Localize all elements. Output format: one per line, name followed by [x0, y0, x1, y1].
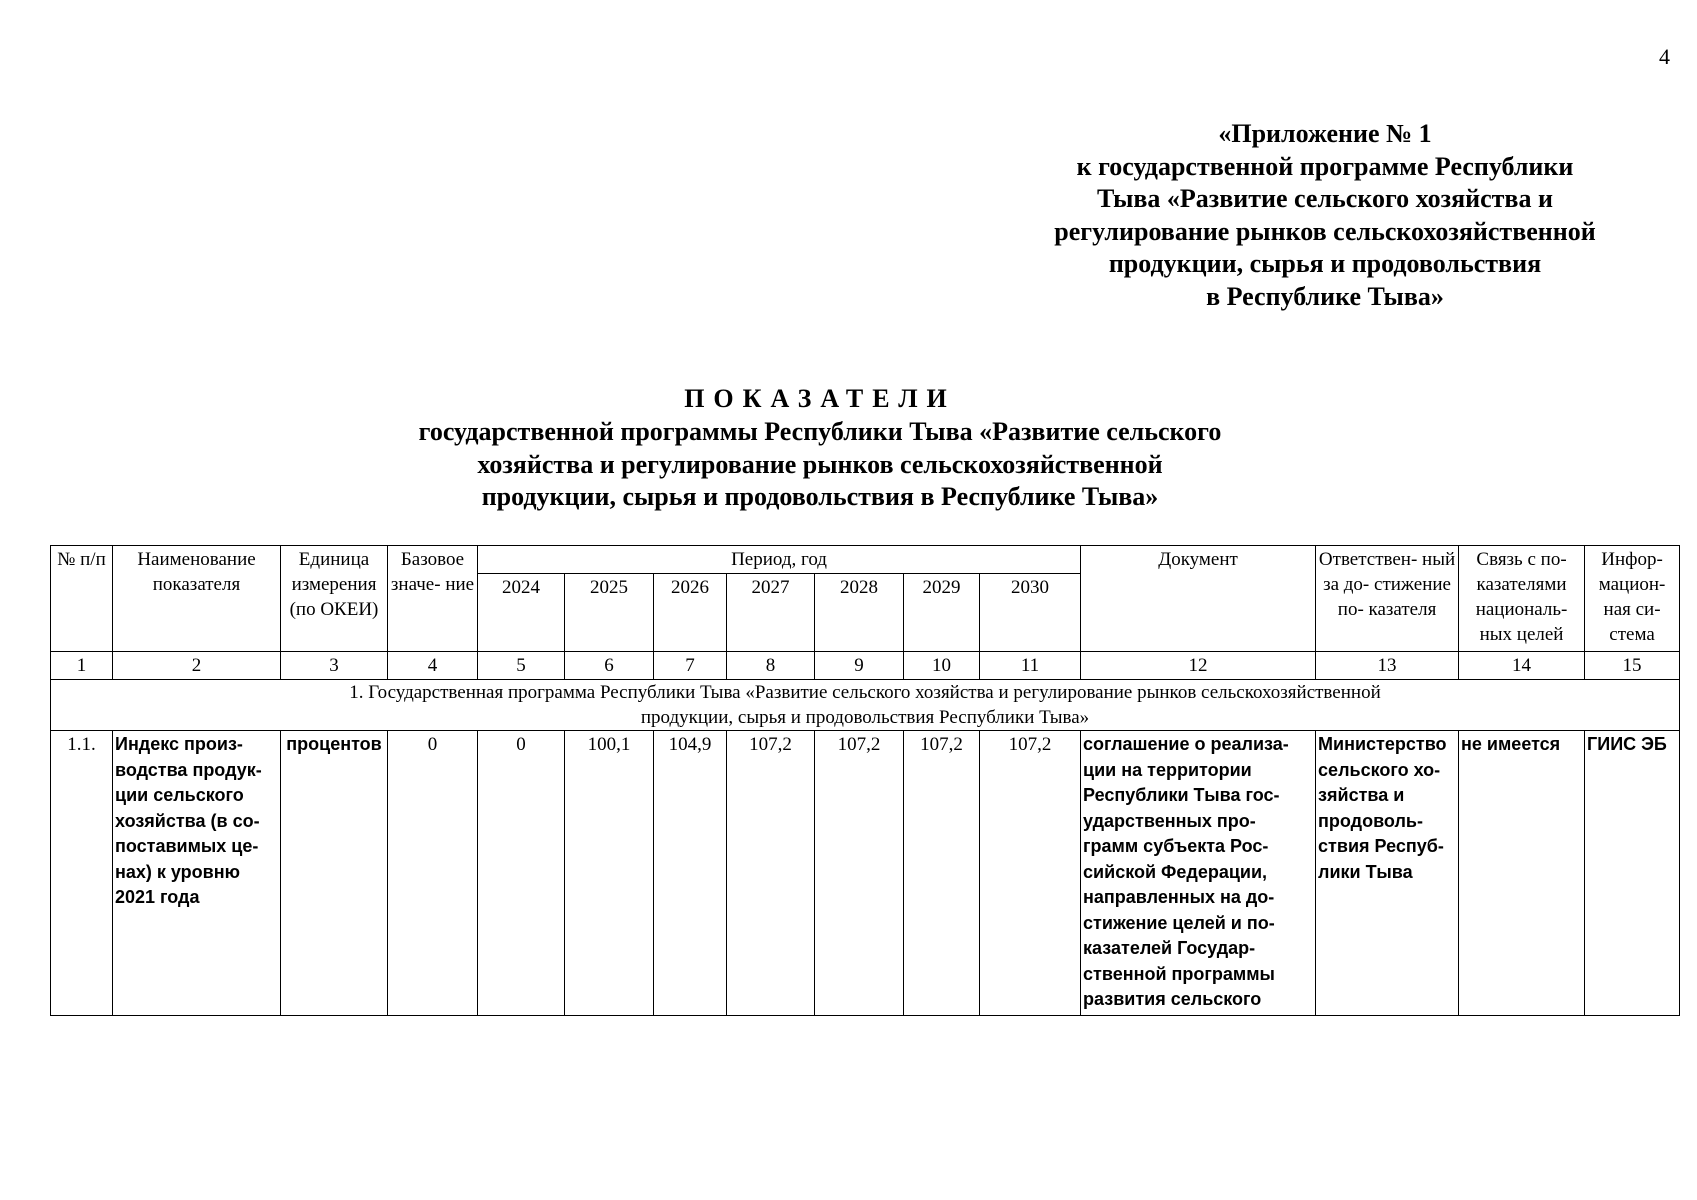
header-year: 2025	[565, 574, 654, 652]
row-value-2027: 107,2	[727, 731, 815, 1016]
header-document: Документ	[1081, 546, 1316, 652]
column-number: 7	[654, 652, 727, 680]
appendix-line: продукции, сырья и продовольствия	[1108, 249, 1542, 278]
document-title	[340, 382, 1300, 514]
header-num: № п/п	[51, 546, 113, 652]
header-year: 2028	[815, 574, 904, 652]
column-number: 11	[980, 652, 1081, 680]
appendix-line: регулирование рынков сельскохозяйственной	[1054, 216, 1596, 246]
header-name: Наименование показателя	[113, 546, 281, 652]
row-responsible: Министерство сельского хо- зяйства и продоволь- ствия Респуб- лики Тыва	[1316, 731, 1459, 1016]
header-year: 2029	[904, 574, 980, 652]
header-link: Связь с по- казателями националь- ных целей	[1459, 546, 1585, 652]
column-number: 14	[1459, 652, 1585, 680]
column-numbers-row	[51, 652, 1680, 680]
row-document: соглашение о реализа- ции на территории Республики Тыва гос- ударственных про- грамм субъекта Рос- сийской Федерации, направленных на до- стижение целей и по- казателей Государ- ственной программы развития сельского	[1081, 731, 1316, 1016]
title-sub-line: хозяйства и регулирование рынков сельскохозяйственной	[477, 449, 1163, 479]
column-number: 3	[281, 652, 388, 680]
row-base-value: 0	[388, 731, 478, 1016]
header-year: 2026	[654, 574, 727, 652]
section-title: 1. Государственная программа Республики Тыва «Развитие сельского хозяйства и регулирование рынков сельскохозяйственной продукции, сырья и продовольствия Республики Тыва»	[51, 680, 1680, 731]
column-number: 4	[388, 652, 478, 680]
column-number: 12	[1081, 652, 1316, 680]
row-value-2024: 0	[478, 731, 565, 1016]
indicators-table	[50, 545, 1680, 1016]
row-num: 1.1.	[51, 731, 113, 1016]
row-info-system: ГИИС ЭБ	[1585, 731, 1680, 1016]
row-value-2028: 107,2	[815, 731, 904, 1016]
row-value-2025: 100,1	[565, 731, 654, 1016]
row-unit: процентов	[281, 731, 388, 1016]
header-row	[51, 546, 1680, 574]
title-sub-line: продукции, сырья и продовольствия в Республике Тыва»	[481, 482, 1159, 511]
page-number: 4	[1659, 44, 1670, 69]
column-number: 8	[727, 652, 815, 680]
row-value-2030: 107,2	[980, 731, 1081, 1016]
appendix-line: в Республике Тыва»	[1206, 281, 1444, 311]
row-indicator-name: Индекс произ- водства продук- ции сельского хозяйства (в со- поставимых це- нах) к уровню 2021 года	[113, 731, 281, 1016]
appendix-line: «Приложение № 1	[1218, 119, 1432, 148]
column-number: 9	[815, 652, 904, 680]
column-number: 15	[1585, 652, 1680, 680]
row-national-goals-link: не имеется	[1459, 731, 1585, 1016]
section-row	[51, 680, 1680, 731]
column-number: 10	[904, 652, 980, 680]
column-number: 6	[565, 652, 654, 680]
appendix-line: к государственной программе Республики	[1076, 151, 1574, 181]
row-value-2029: 107,2	[904, 731, 980, 1016]
header-info-system: Инфор- мацион- ная си- стема	[1585, 546, 1680, 652]
header-unit: Единица измерения (по ОКЕИ)	[281, 546, 388, 652]
column-number: 2	[113, 652, 281, 680]
header-year: 2024	[478, 574, 565, 652]
header-year: 2027	[727, 574, 815, 652]
title-sub-line: государственной программы Республики Тыва «Развитие сельского	[418, 417, 1222, 446]
appendix-line: Тыва «Развитие сельского хозяйства и	[1097, 184, 1553, 213]
column-number: 1	[51, 652, 113, 680]
header-base: Базовое значе- ние	[388, 546, 478, 652]
header-year: 2030	[980, 574, 1081, 652]
title-subtitle	[340, 416, 1300, 514]
column-number: 13	[1316, 652, 1459, 680]
appendix-header	[1010, 118, 1640, 313]
header-responsible: Ответствен- ный за до- стижение по- казателя	[1316, 546, 1459, 652]
row-value-2026: 104,9	[654, 731, 727, 1016]
header-period: Период, год	[478, 546, 1081, 574]
title-main: ПОКАЗАТЕЛИ	[684, 384, 956, 413]
table-row	[51, 731, 1680, 1016]
column-number: 5	[478, 652, 565, 680]
